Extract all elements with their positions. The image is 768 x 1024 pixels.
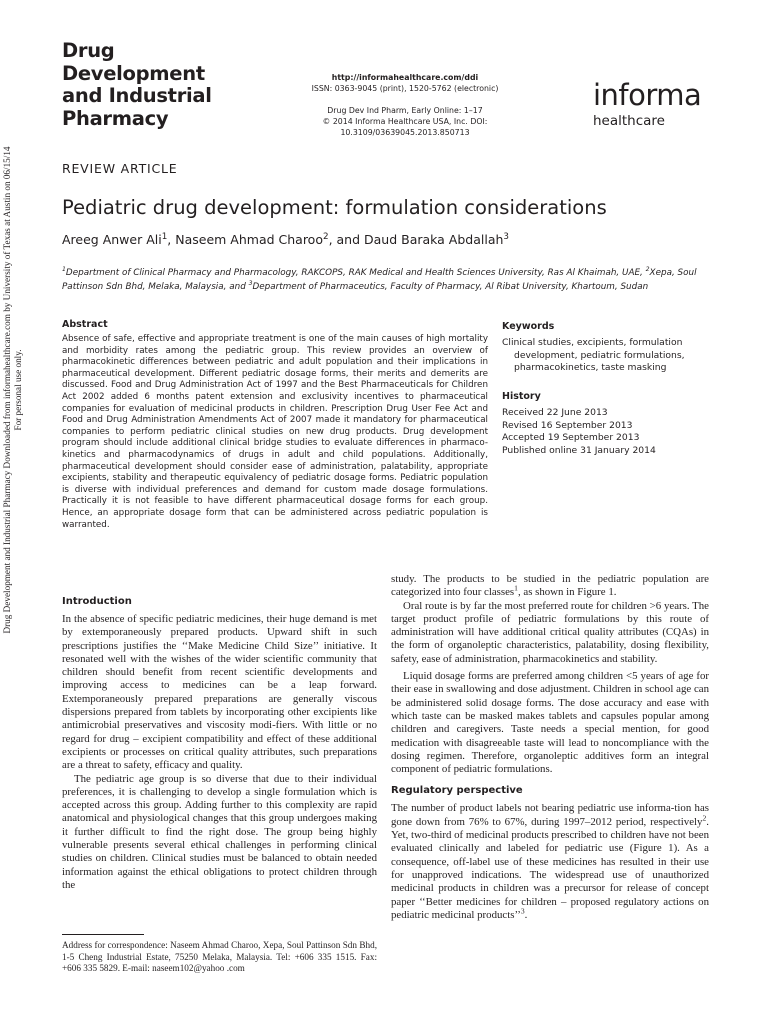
history-published: Published online 31 January 2014 <box>502 444 656 456</box>
left-column <box>62 595 377 892</box>
history-accepted: Accepted 19 September 2013 <box>502 432 640 444</box>
watermark-line-1: Drug Development and Industrial Pharmacy Downloaded from informahealthcare.com by University of Texas at Austin on 06/15/14 <box>2 146 12 634</box>
paragraph-text: study. The products to be studied in the pediatric population are categorized into four classes <box>391 573 709 599</box>
affiliation-text: Xepa, Soul Pattinson Sdn Bhd, Melaka, Malaysia, and <box>62 268 697 292</box>
body-paragraph <box>391 802 709 922</box>
publication-info <box>270 72 540 138</box>
keywords-line: pharmacokinetics, taste masking <box>514 362 667 374</box>
reference-mark[interactable]: 1 <box>514 583 518 593</box>
author-name[interactable]: Areeg Anwer Ali <box>62 232 162 247</box>
watermark-line-2: For personal use only. <box>13 349 23 431</box>
body-paragraph <box>391 573 709 600</box>
footnote-rule <box>62 934 144 935</box>
paragraph-text: , as shown in Figure 1. <box>517 586 617 599</box>
author-affiliation-mark: 3 <box>503 231 509 242</box>
affiliation-text: Department of Clinical Pharmacy and Pharmacology, RAKCOPS, RAK Medical and Health Sciences University, Ras Al Khaimah, UAE, <box>65 268 646 278</box>
keywords-line: Clinical studies, excipients, formulation <box>502 337 683 348</box>
body-paragraph: The pediatric age group is so diverse that due to their individual preferences, it is challenging to develop a single formulation which is accepted across this group. Adding further to this complexity are rapid anatomical and physiological changes that this group undergoes making it further difficult to find the right dose. The group being highly vulnerable presents several ethical challenges in performing clinical studies on children. Clinical studies must be balanced to obtain needed information against the ethical obligations to protect children through the <box>62 772 377 891</box>
journal-name-line: and Industrial <box>62 84 212 107</box>
affiliation-mark: 3 <box>248 280 253 288</box>
citation: Drug Dev Ind Pharm, Early Online: 1–17 <box>327 106 483 115</box>
abstract-heading: Abstract <box>62 319 108 330</box>
affiliation-mark: 1 <box>62 266 66 274</box>
reference-mark[interactable]: 2 <box>702 813 707 823</box>
author-list <box>62 232 509 247</box>
author-separator: , and <box>328 232 364 247</box>
journal-name-line: Pharmacy <box>62 106 169 130</box>
author-name[interactable]: Naseem Ahmad Charoo <box>175 232 323 247</box>
issn: ISSN: 0363-9045 (print), 1520-5762 (electronic) <box>311 84 499 93</box>
regulatory-heading: Regulatory perspective <box>391 785 523 797</box>
affiliation-text: Department of Pharmaceutics, Faculty of Pharmacy, Al Ribat University, Khartoum, Sudan <box>252 282 649 292</box>
introduction-heading: Introduction <box>62 596 132 607</box>
history-list <box>502 407 656 457</box>
keywords-heading: Keywords <box>502 321 555 332</box>
copyright-doi: © 2014 Informa Healthcare USA, Inc. DOI: 10.3109/03639045.2013.850713 <box>322 117 488 137</box>
journal-name-line: Drug <box>62 39 115 62</box>
journal-logo[interactable] <box>62 40 212 130</box>
correspondence-address: Address for correspondence: Naseem Ahmad Charoo, Xepa, Soul Pattinson Sdn Bhd, 1-5 Cheng Industrial Estate, 75250 Melaka, Malaysia. Tel: +606 335 1515. Fax: +606 335 5829. E-mail: naseem102@yahoo .com <box>62 940 377 974</box>
publisher-sub: healthcare <box>593 113 665 129</box>
body-paragraph: Liquid dosage forms are preferred among children <5 years of age for their ease in swallowing and dose adjustment. Children in school age can be administered solid dosage forms. The dose accuracy and ease with which taste can be masked makes tablets and capsules popular among children and caregivers. Taste needs a special mention, for good medication with disagreeable taste will lead to noncompliance with the dosing regimen. Therefore, organoleptic additives form an integral component of pediatric formulations. <box>391 670 709 776</box>
article-title: Pediatric drug development: formulation considerations <box>62 196 607 219</box>
paragraph-text: . <box>524 908 528 921</box>
download-watermark <box>2 70 22 710</box>
author-separator: , <box>167 232 176 247</box>
keywords-line: development, pediatric formulations, <box>514 349 685 361</box>
reference-mark[interactable]: 3 <box>520 906 525 916</box>
author-affiliation-mark: 1 <box>161 231 168 242</box>
affiliations <box>62 266 714 294</box>
history-heading: History <box>502 391 541 402</box>
body-paragraph: Oral route is by far the most preferred route for children >6 years. The target product profile of pediatric formulations by this route of administration will have additional critical quality attributes (CQAs) in the form of organoleptic characteristics, palatability, dosing flexibility, safety, ease of administration, pharmacokinetics and stability. <box>391 599 709 665</box>
history-revised: Revised 16 September 2013 <box>502 419 633 431</box>
body-paragraph: In the absence of specific pediatric medicines, their huge demand is met by extemporaneously prepared products. Upward shift in such prescriptions justifies the ‘‘Make Medicine Child Size’’ initiative. It resonated well with the wishes of the wider scientific community that children should benefit from recent scientific developments and improving access to medicines can be a leap forward. Extemporaneously prepared preparations are generally viscous dispersions prepared from tablets by incorporating other excipients like antimicrobial preservatives and viscosity modi-fiers. With little or no regard for drug – excipient compatibility and effect of these additional excipients or processes on critical quality attributes, such preparations are a threat to safety, efficacy and quality. <box>62 613 377 772</box>
history-received: Received 22 June 2013 <box>502 407 608 418</box>
affiliation-mark: 2 <box>645 266 650 274</box>
journal-url[interactable]: http://informahealthcare.com/ddi <box>331 73 479 82</box>
journal-name-line: Development <box>62 61 205 85</box>
author-name[interactable]: Daud Baraka Abdallah <box>364 232 504 247</box>
publisher-logo[interactable]: informa <box>593 78 702 112</box>
paragraph-text: The number of product labels not bearing pediatric use informa-tion has gone down from 76% to 67%, during 1997–2012 period, respectively <box>391 802 709 828</box>
abstract-text: Absence of safe, effective and appropriate treatment is one of the main causes of high mortality and morbidity rates among the pediatric group. This review provides an overview of pharmacokinetic differences between pediatric and adult population and their implications in pharmaceutical development. Different pediatric dosage forms, their merits and demerits are discussed. Food and Drug Administration Act of 1997 and the Best Pharmaceuticals for Children Act 2002 added 6 months patent extension and exclusivity incentives to pharmaceutical companies for evaluation of medicinal products in children. Prescription Drug User Fee Act and Food and Drug Administration Amendments Act of 2007 made it mandatory for pharmaceutical companies to perform pediatric clinical studies on new drug products. Drug development program should include additional clinical bridge studies to evaluate differences in pharmaco-kinetics and pharmacodynamics of drugs in adult and child populations. Additionally, pharmaceutical development should consider ease of administration, palatability, appropriate excipients, stability and therapeutic equivalency of pediatric dosage forms. Pediatric population is diverse with individual preferences and demand for custom made dosage formulations. Practically it is not feasible to have different pharmaceutical dosage forms for each group. Hence, an appropriate dosage form that can be administered across pediatric population is warranted. <box>62 334 488 530</box>
keywords-list <box>502 337 714 375</box>
author-affiliation-mark: 2 <box>322 231 329 242</box>
paragraph-text: . Yet, two-third of medicinal products prescribed to children have not been evaluated clinically and labeled for pediatric use (Figure 1). As a consequence, off-label use of these medicines has resulted in their use for unapproved indications. The widespread use of unauthorized medicinal products in children was a precursor for release of concept paper ‘‘Better medicines for children – proposed regulatory actions on pediatric medicinal products’’ <box>391 815 709 921</box>
article-type: REVIEW ARTICLE <box>62 161 178 176</box>
right-column <box>391 573 709 922</box>
